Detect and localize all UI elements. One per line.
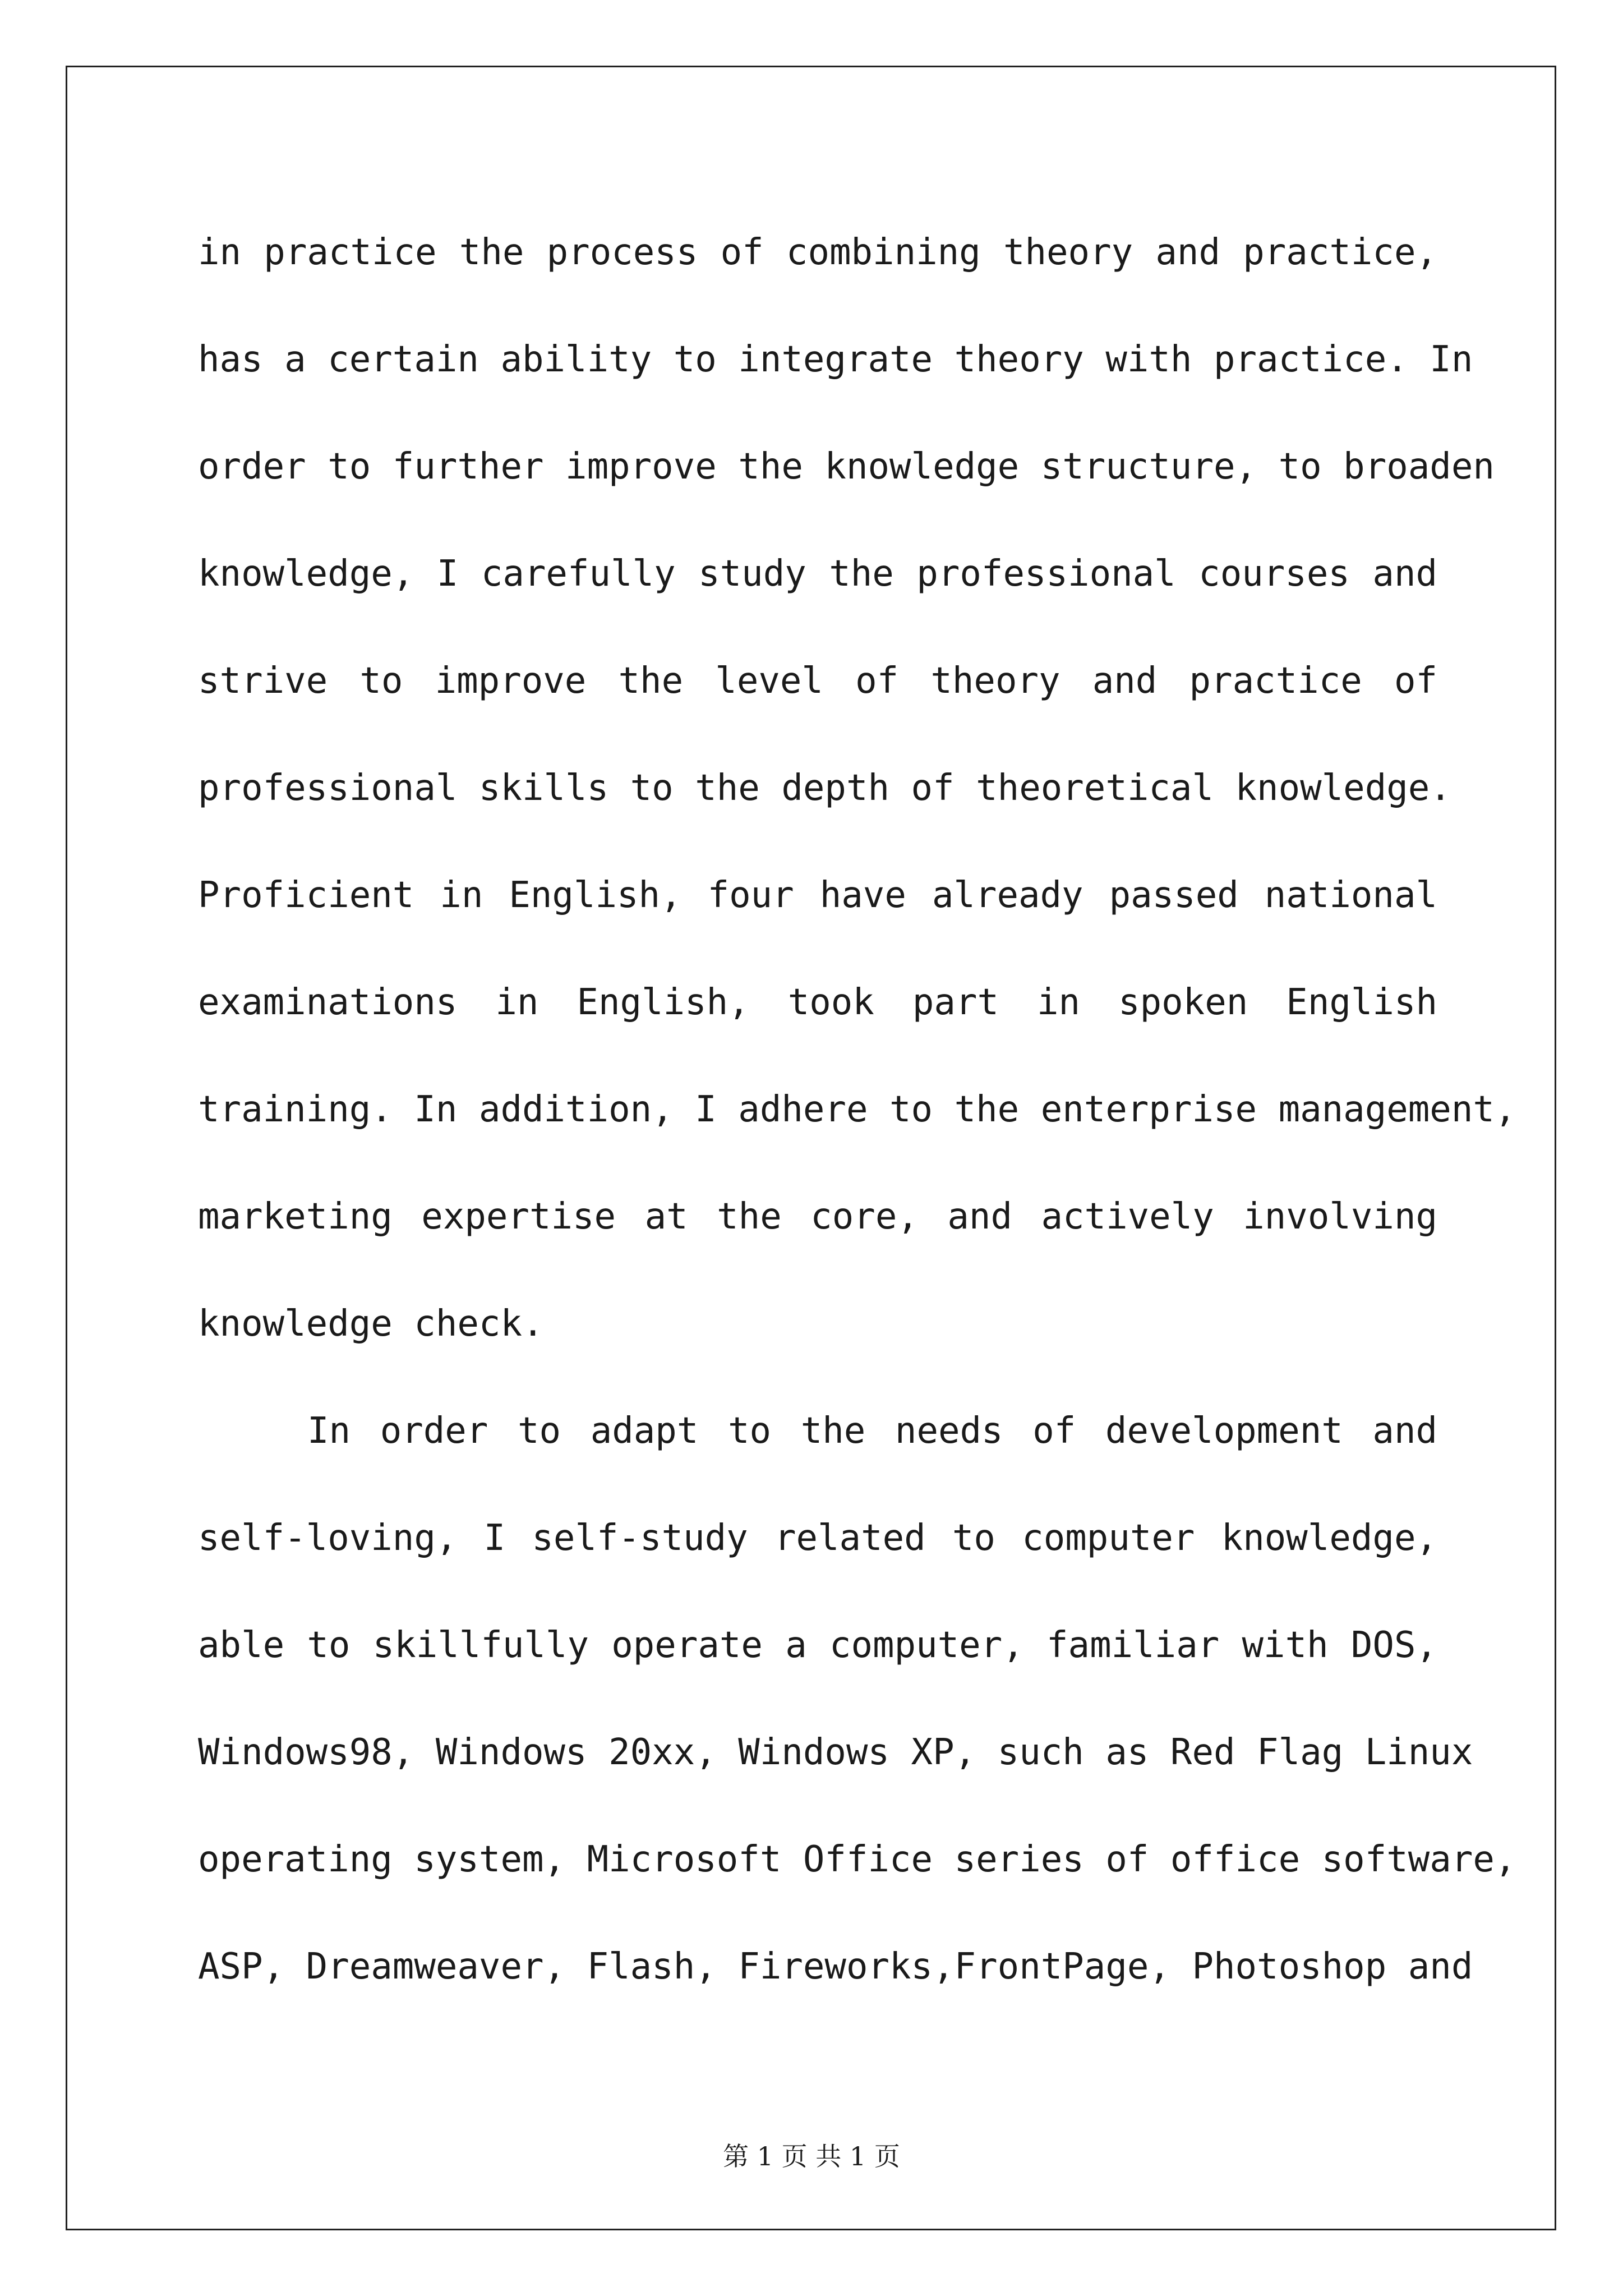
text-line: self-loving, I self-study related to computer knowledge, (198, 1517, 1437, 1559)
text-line: able to skillfully operate a computer, familiar with DOS, (198, 1625, 1437, 1666)
text-line: Proficient in English, four have already passed national (198, 875, 1437, 916)
text-line: In order to adapt to the needs of development and (307, 1410, 1437, 1452)
page-number-footer: 第 1 页 共 1 页 (723, 2141, 900, 2171)
text-line: has a certain ability to integrate theory with practice. In (198, 339, 1473, 380)
text-line: order to further improve the knowledge structure, to broaden (198, 446, 1495, 487)
text-line: marketing expertise at the core, and actively involving (198, 1196, 1437, 1237)
text-line: strive to improve the level of theory and practice of (198, 660, 1437, 702)
text-line: knowledge check. (198, 1303, 544, 1345)
document-body (198, 219, 1516, 2040)
text-line: Windows98, Windows 20xx, Windows XP, such as Red Flag Linux (198, 1732, 1473, 1773)
text-line: examinations in English, took part in spoken English (198, 982, 1437, 1023)
text-line: knowledge, I carefully study the professional courses and (198, 553, 1437, 595)
text-line: ASP, Dreamweaver, Flash, Fireworks,FrontPage, Photoshop and (198, 1946, 1473, 1987)
text-line: professional skills to the depth of theoretical knowledge. (198, 767, 1451, 809)
text-line: operating system, Microsoft Office series of office software, (198, 1839, 1516, 1880)
text-line: training. In addition, I adhere to the enterprise management, (198, 1089, 1516, 1130)
text-line: in practice the process of combining theory and practice, (198, 232, 1437, 273)
